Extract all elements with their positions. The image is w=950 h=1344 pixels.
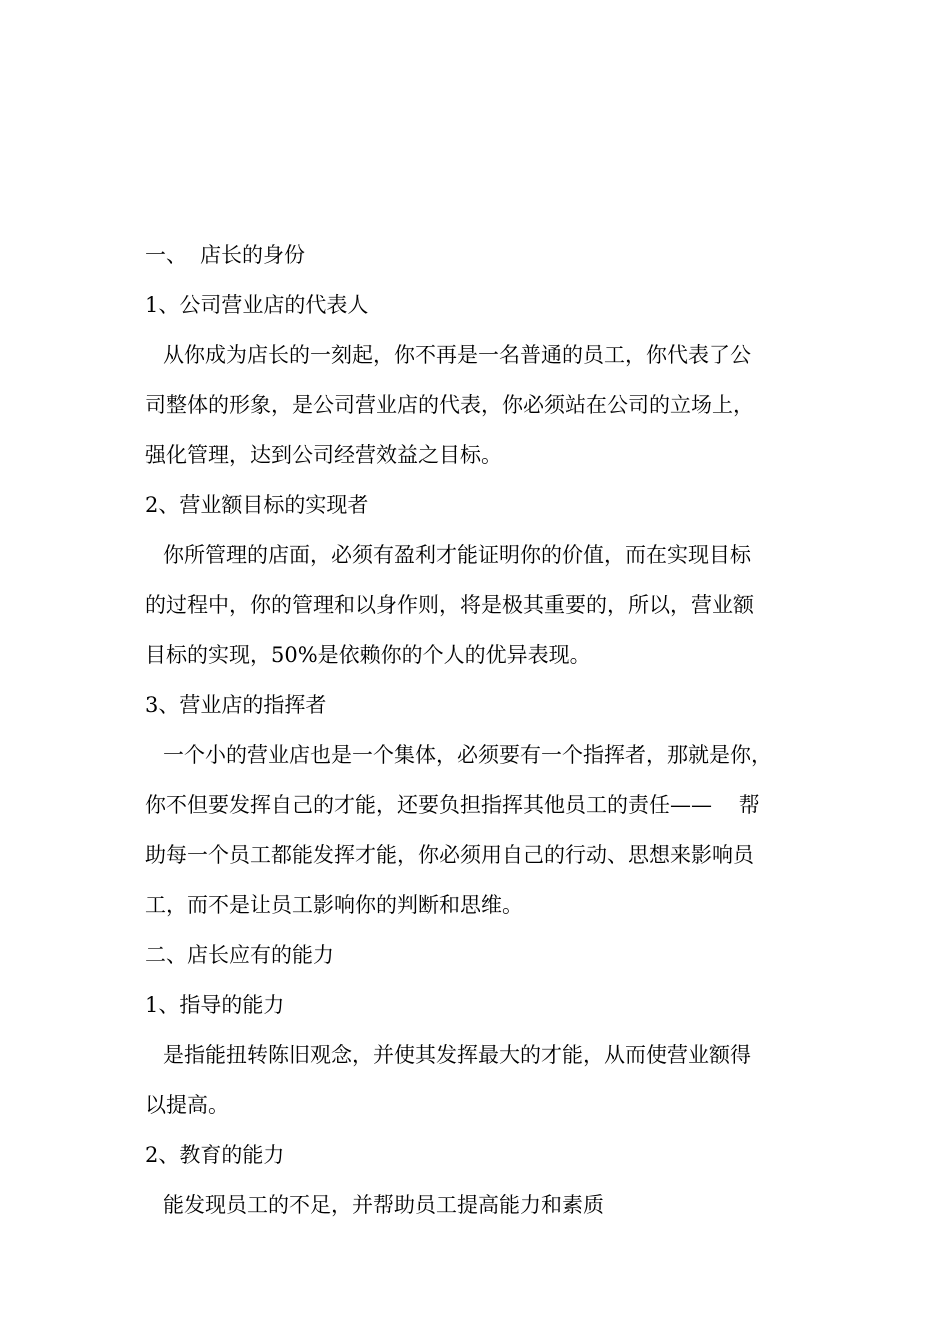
item-1-line-2: 司整体的形象，是公司营业店的代表，你必须站在公司的立场上， <box>145 393 754 417</box>
section-1-number: 一、 <box>145 243 187 267</box>
section-2-item-2-heading: 2、教育的能力 <box>145 1143 285 1167</box>
item-3-line-2: 你不但要发挥自己的才能，还要负担指挥其他员工的责任—— 帮 <box>145 793 760 817</box>
item-2-line-1: 你所管理的店面，必须有盈利才能证明你的价值，而在实现目标 <box>163 543 751 567</box>
section-2-heading: 二、店长应有的能力 <box>145 943 334 967</box>
item-1-line-1: 从你成为店长的一刻起，你不再是一名普通的员工，你代表了公 <box>163 343 751 367</box>
section-2-item-2-line-1: 能发现员工的不足，并帮助员工提高能力和素质 <box>163 1193 604 1217</box>
item-2-heading: 2、营业额目标的实现者 <box>145 493 369 517</box>
item-3-line-3: 助每一个员工都能发挥才能，你必须用自己的行动、思想来影响员 <box>145 843 754 867</box>
section-1-heading <box>145 230 825 280</box>
section-2-item-1-line-2: 以提高。 <box>145 1093 229 1117</box>
section-2-item-1-heading: 1、指导的能力 <box>145 993 285 1017</box>
item-1-heading: 1、公司营业店的代表人 <box>145 293 369 317</box>
section-2-item-1-line-1: 是指能扭转陈旧观念，并使其发挥最大的才能，从而使营业额得 <box>163 1043 751 1067</box>
item-1-line-3: 强化管理，达到公司经营效益之目标。 <box>145 443 502 467</box>
item-3-heading: 3、营业店的指挥者 <box>145 693 327 717</box>
document-body <box>145 230 825 1230</box>
section-1-title: 店长的身份 <box>200 243 305 267</box>
item-3-line-4: 工，而不是让员工影响你的判断和思维。 <box>145 893 523 917</box>
item-3-line-1: 一个小的营业店也是一个集体，必须要有一个指挥者，那就是你， <box>163 743 772 767</box>
item-2-line-2: 的过程中，你的管理和以身作则，将是极其重要的，所以，营业额 <box>145 593 754 617</box>
item-2-line-3: 目标的实现，50%是依赖你的个人的优异表现。 <box>145 643 591 667</box>
